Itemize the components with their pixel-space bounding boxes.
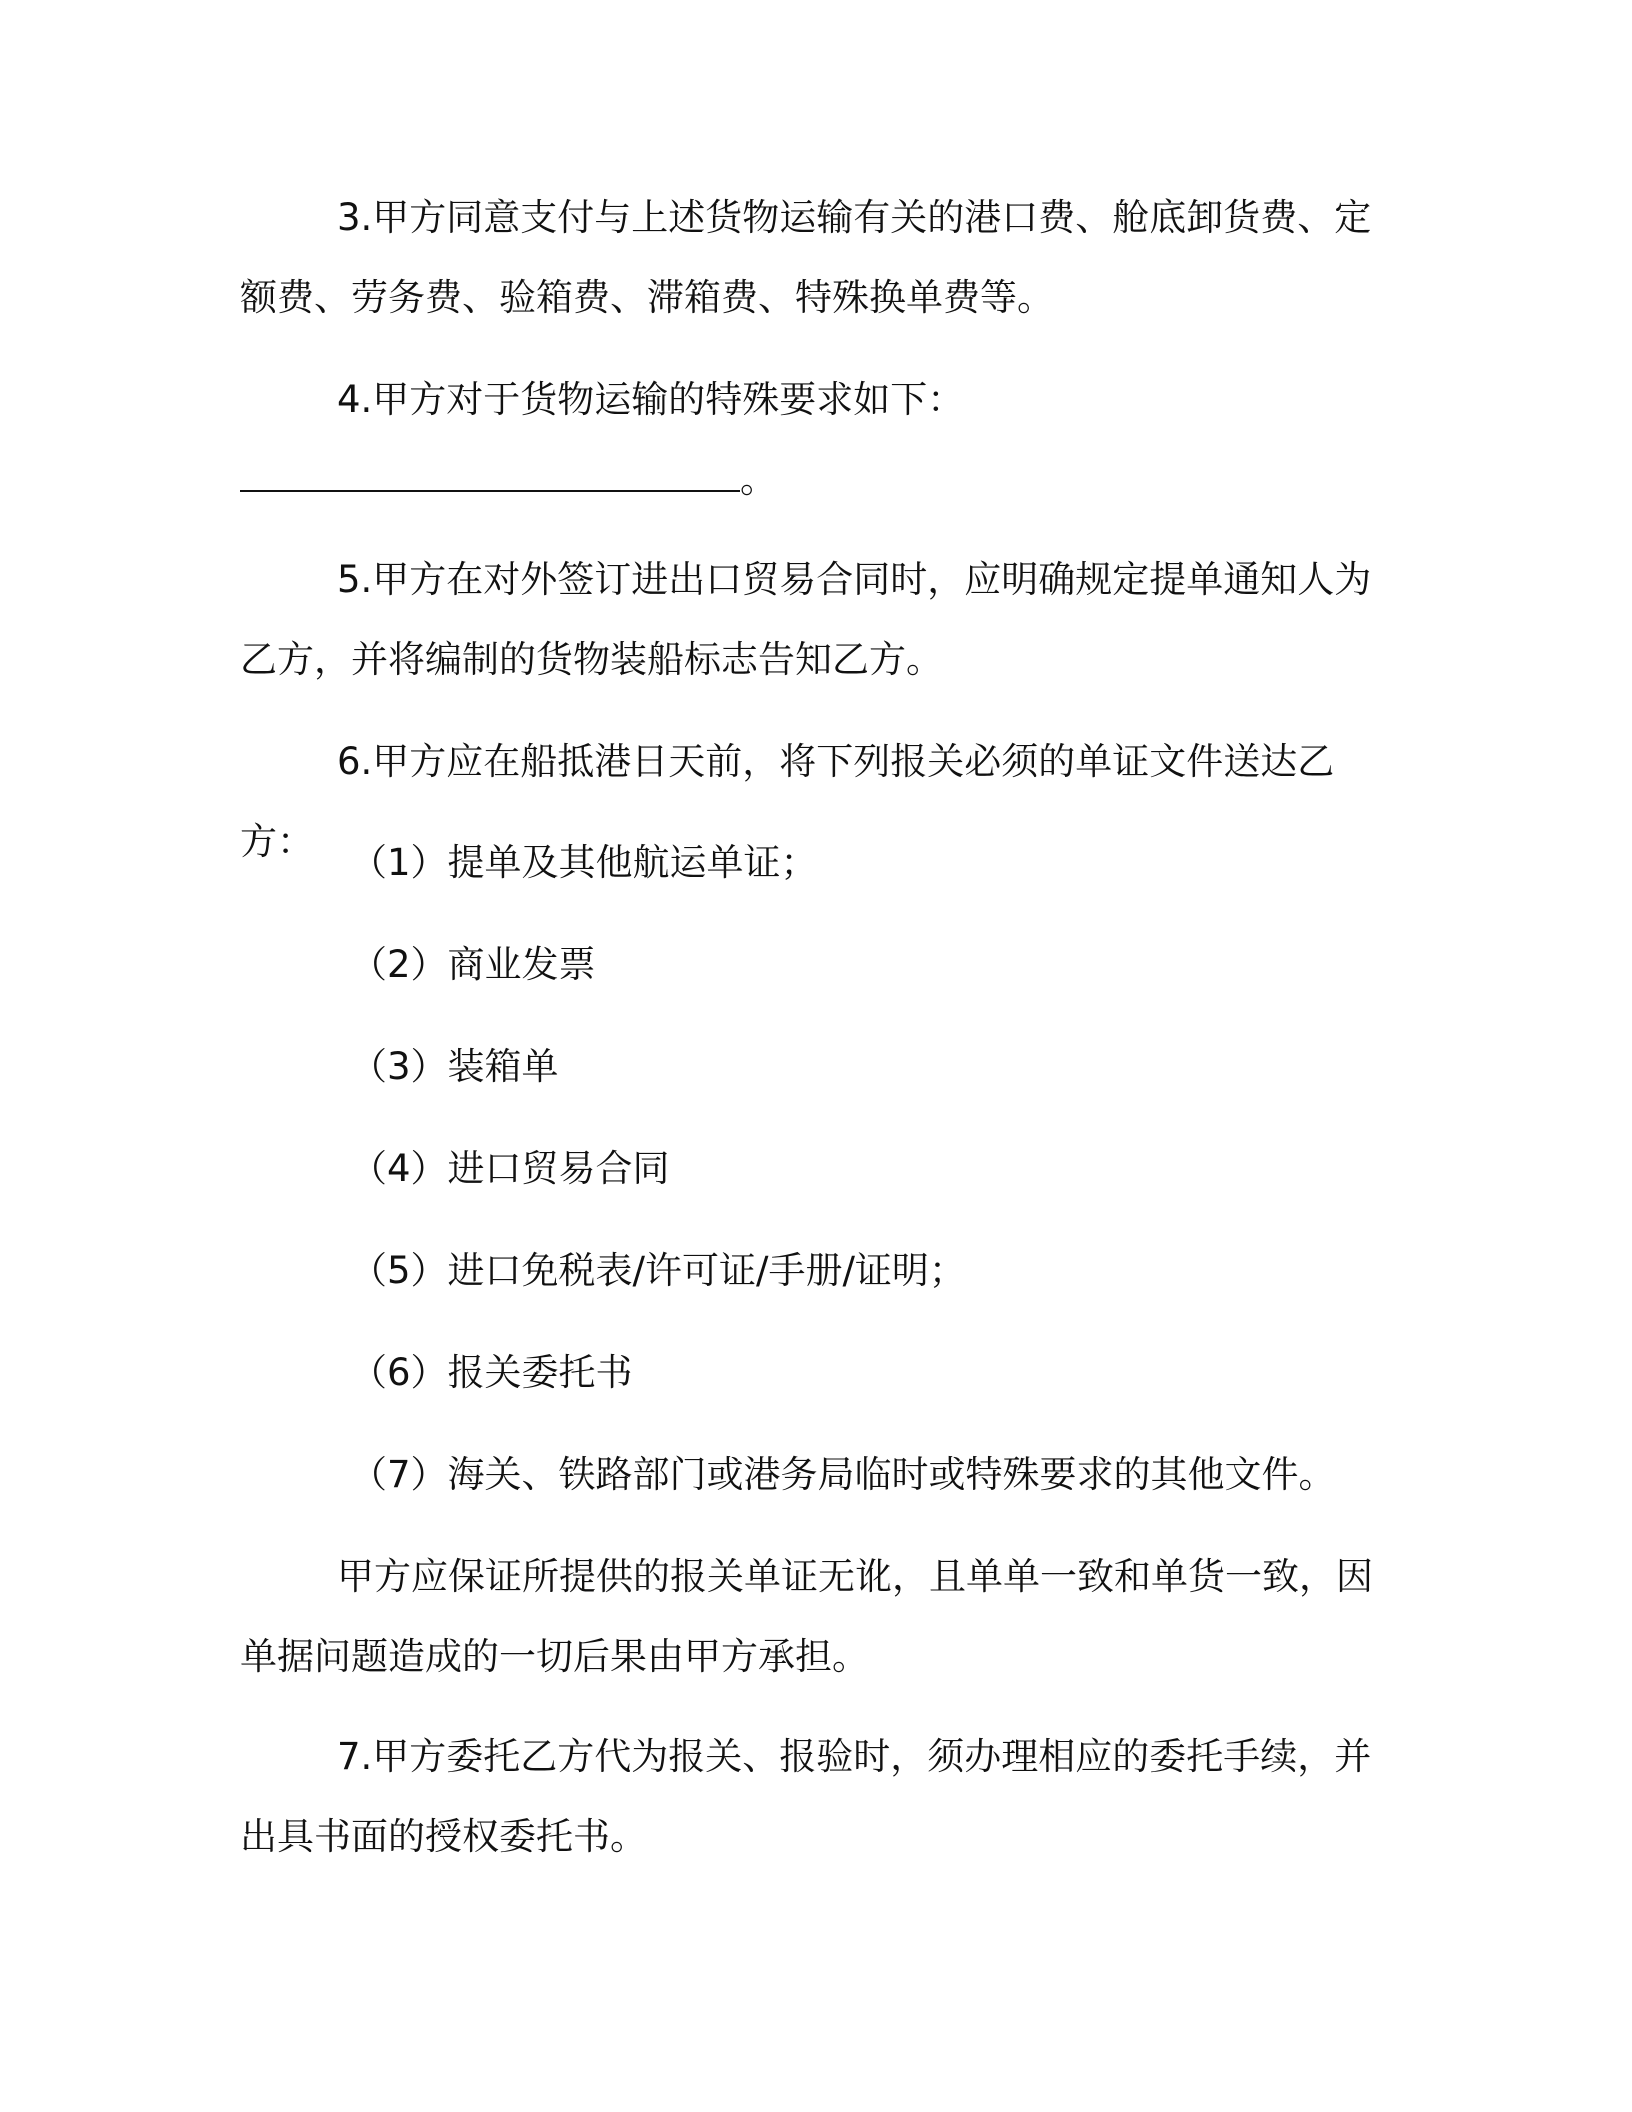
clause-4: 4.甲方对于货物运输的特殊要求如下： [337,378,965,421]
clause-4-blank-line [240,440,777,520]
clause-5: 5.甲方在对外签订进出口贸易合同时，应明确规定提单通知人为乙方，并将编制的货物装船标志告知乙方。 [240,558,1372,681]
fill-in-blank [240,468,740,492]
clause-6-note: 甲方应保证所提供的报关单证无讹，且单单一致和单货一致，因单据问题造成的一切后果由甲方承担。 [240,1555,1373,1678]
document-list-item: （4）进口贸易合同 [350,1147,670,1190]
clause-3: 3.甲方同意支付与上述货物运输有关的港口费、舱底卸货费、定额费、劳务费、验箱费、滞箱费、特殊换单费等。 [240,196,1372,319]
clause-7: 7.甲方委托乙方代为报关、报验时，须办理相应的委托手续，并出具书面的授权委托书。 [240,1735,1372,1858]
document-list-item: （2）商业发票 [350,943,596,986]
clause-4-end-mark: 。 [740,458,777,501]
document-list-item: （3）装箱单 [350,1045,559,1088]
document-list-item: （1）提单及其他航运单证； [350,841,818,884]
document-list-item: （6）报关委托书 [350,1351,633,1394]
document-list-item: （7）海关、铁路部门或港务局临时或特殊要求的其他文件。 [350,1453,1336,1496]
clause-6: 6.甲方应在船抵港日天前，将下列报关必须的单证文件送达乙方： [240,740,1335,863]
document-list-item: （5）进口免税表/许可证/手册/证明； [350,1249,966,1292]
